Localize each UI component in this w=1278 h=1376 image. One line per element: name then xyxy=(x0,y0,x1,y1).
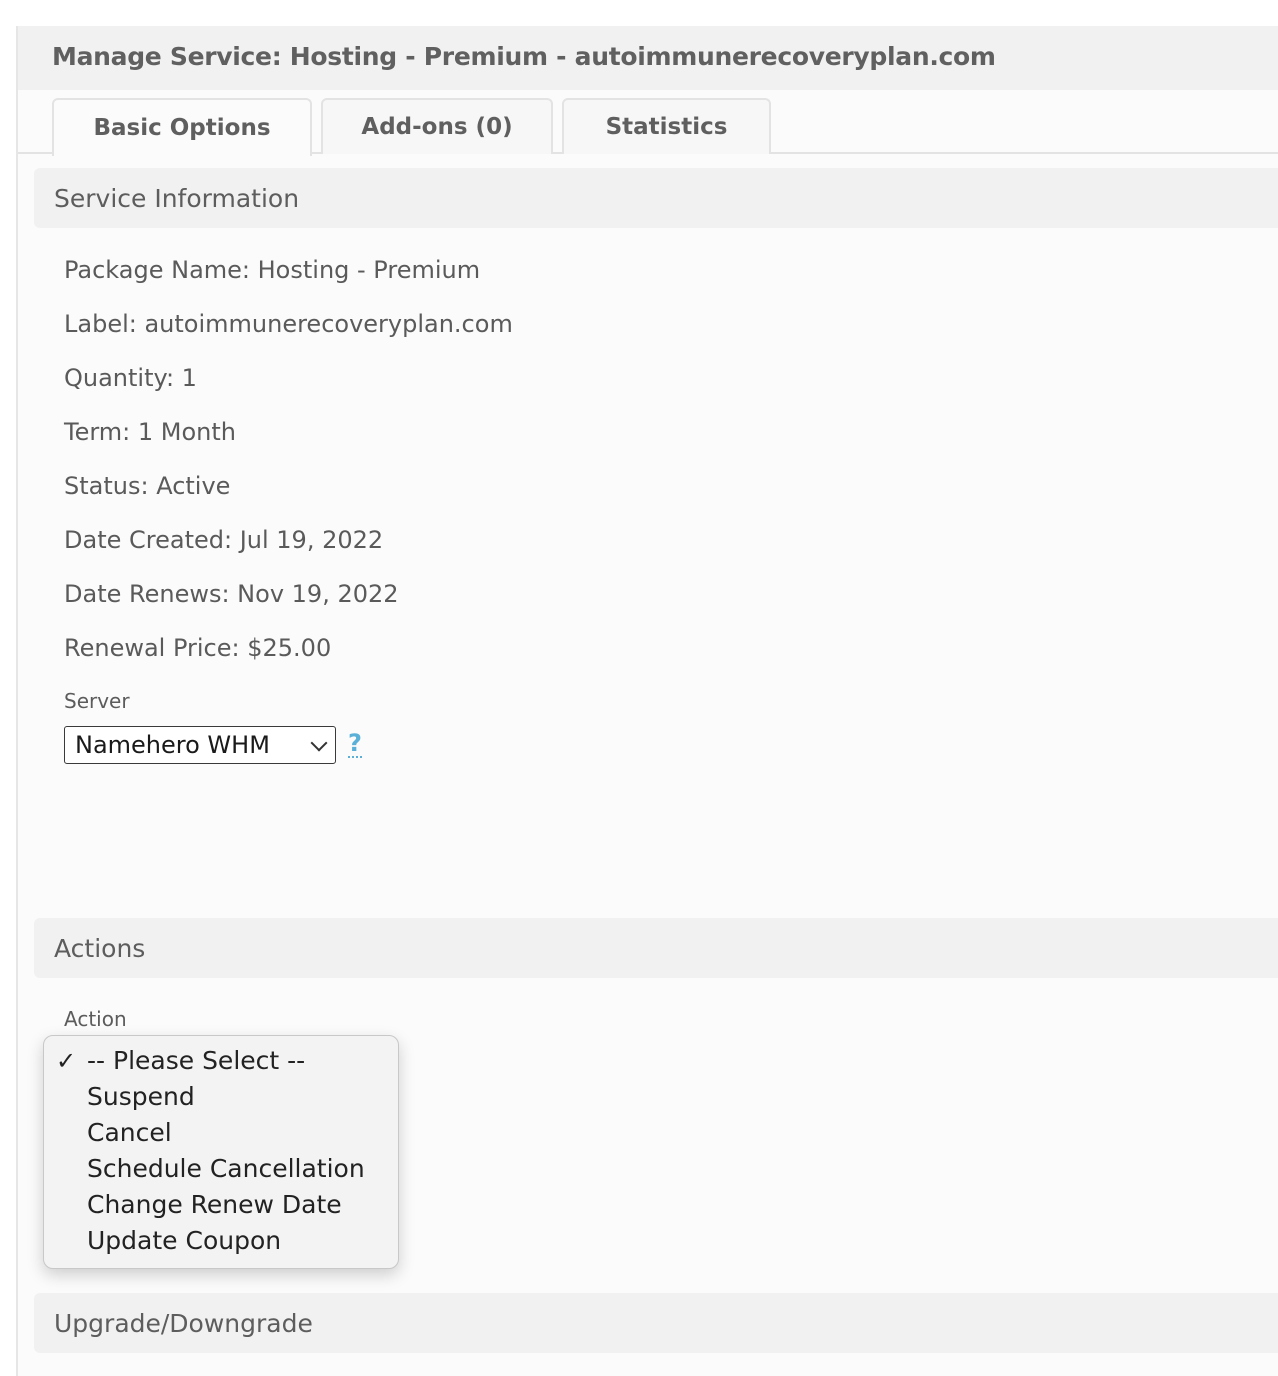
server-label: Server xyxy=(64,689,130,713)
action-option-change-renew-date[interactable]: Change Renew Date xyxy=(87,1190,342,1219)
tab-add-ons[interactable]: Add-ons (0) xyxy=(321,98,553,154)
label-line: Label: autoimmunerecoveryplan.com xyxy=(64,310,513,338)
action-option-please-select[interactable]: -- Please Select -- xyxy=(87,1046,306,1075)
server-select-value: Namehero WHM xyxy=(75,731,270,759)
service-information-heading: Service Information xyxy=(34,168,1278,228)
panel-header xyxy=(18,26,1278,90)
checkmark-icon: ✓ xyxy=(56,1047,77,1075)
help-icon[interactable]: ? xyxy=(348,729,362,757)
action-option-suspend[interactable]: Suspend xyxy=(87,1082,195,1111)
page-title: Manage Service: Hosting - Premium - autoimmunerecoveryplan.com xyxy=(52,42,996,71)
chevron-down-icon xyxy=(311,735,328,752)
term-line: Term: 1 Month xyxy=(64,418,237,446)
actions-heading: Actions xyxy=(34,918,1278,978)
action-dropdown-menu[interactable] xyxy=(43,1035,399,1269)
action-option-update-coupon[interactable]: Update Coupon xyxy=(87,1226,282,1255)
manage-service-panel xyxy=(16,26,1278,1376)
renewal-price-line: Renewal Price: $25.00 xyxy=(64,634,332,662)
quantity-line: Quantity: 1 xyxy=(64,364,197,392)
action-option-schedule-cancellation[interactable]: Schedule Cancellation xyxy=(87,1154,365,1183)
status-line: Status: Active xyxy=(64,472,231,500)
date-renews-line: Date Renews: Nov 19, 2022 xyxy=(64,580,399,608)
tab-statistics[interactable]: Statistics xyxy=(562,98,771,154)
date-created-line: Date Created: Jul 19, 2022 xyxy=(64,526,384,554)
package-name-line: Package Name: Hosting - Premium xyxy=(64,256,481,284)
action-option-cancel[interactable]: Cancel xyxy=(87,1118,172,1147)
server-select[interactable] xyxy=(64,726,336,764)
tab-basic-options[interactable]: Basic Options xyxy=(52,98,312,156)
action-label: Action xyxy=(64,1007,127,1031)
upgrade-downgrade-heading[interactable]: Upgrade/Downgrade xyxy=(34,1293,1278,1353)
